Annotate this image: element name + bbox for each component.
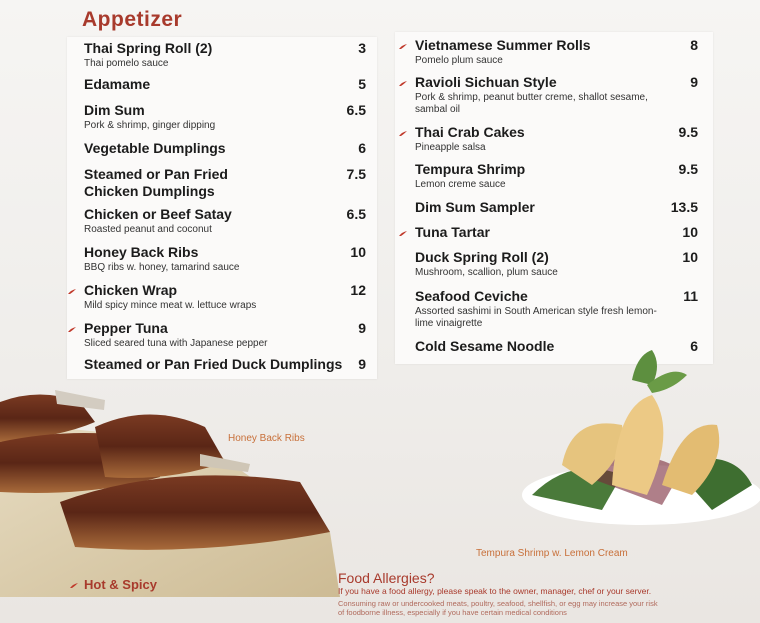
menu-item-name: Chicken Wrap bbox=[84, 282, 178, 298]
menu-item-price: 9 bbox=[358, 320, 366, 336]
allergy-notice: If you have a food allergy, please speak to the owner, manager, chef or your server. bbox=[338, 586, 652, 596]
left-menu-item bbox=[84, 40, 212, 70]
allergy-title: Food Allergies? bbox=[338, 570, 435, 586]
menu-item-description: Assorted sashimi in South American style fresh lemon- lime vinaigrette bbox=[415, 306, 657, 329]
menu-item-price: 6 bbox=[358, 140, 366, 156]
menu-item-price: 8 bbox=[690, 37, 698, 53]
menu-item-name: Duck Spring Roll (2) bbox=[415, 249, 549, 265]
menu-item-description: Pork & shrimp, ginger dipping bbox=[84, 120, 216, 131]
left-menu-item bbox=[84, 282, 256, 312]
menu-item-price: 10 bbox=[682, 249, 698, 265]
right-menu-item bbox=[415, 288, 657, 330]
menu-item-name: Thai Crab Cakes bbox=[415, 124, 525, 140]
tempura-shrimp-photo bbox=[512, 345, 760, 535]
menu-item-price: 6.5 bbox=[346, 102, 366, 118]
menu-item-price: 9 bbox=[358, 356, 366, 372]
left-menu-item bbox=[84, 102, 215, 132]
menu-item-name: Pepper Tuna bbox=[84, 320, 168, 336]
left-menu-item bbox=[84, 356, 342, 373]
menu-item-name: Ravioli Sichuan Style bbox=[415, 74, 557, 90]
section-title: Appetizer bbox=[82, 8, 183, 31]
left-menu-item bbox=[84, 166, 228, 200]
menu-item-name: Vegetable Dumplings bbox=[84, 140, 226, 156]
left-menu-item bbox=[84, 140, 226, 157]
right-menu-item bbox=[415, 161, 525, 191]
menu-item-name: Steamed or Pan Fried Chicken Dumplings bbox=[84, 166, 228, 199]
menu-item-price: 3 bbox=[358, 40, 366, 56]
menu-item-name: Chicken or Beef Satay bbox=[84, 206, 232, 222]
left-menu-item bbox=[84, 320, 267, 350]
menu-item-name: Dim Sum bbox=[84, 102, 145, 118]
menu-item-name: Edamame bbox=[84, 76, 151, 92]
honey-back-ribs-photo bbox=[0, 382, 340, 597]
menu-item-name: Steamed or Pan Fried Duck Dumplings bbox=[84, 356, 343, 372]
right-menu-item bbox=[415, 37, 591, 67]
menu-item-price: 6.5 bbox=[346, 206, 366, 222]
menu-item-price: 9 bbox=[690, 74, 698, 90]
menu-item-price: 12 bbox=[350, 282, 366, 298]
left-menu-item bbox=[84, 206, 232, 236]
menu-item-price: 9.5 bbox=[678, 161, 698, 177]
menu-item-description: BBQ ribs w. honey, tamarind sauce bbox=[84, 262, 240, 273]
menu-item-description: Mushroom, scallion, plum sauce bbox=[415, 267, 558, 278]
menu-item-description: Mild spicy mince meat w. lettuce wraps bbox=[84, 300, 257, 311]
menu-item-name: Vietnamese Summer Rolls bbox=[415, 37, 591, 53]
chili-pepper-icon bbox=[399, 131, 407, 136]
menu-item-name: Seafood Ceviche bbox=[415, 288, 528, 304]
menu-item-price: 10 bbox=[350, 244, 366, 260]
menu-item-price: 11 bbox=[683, 288, 698, 304]
raw-food-warning: Consuming raw or undercooked meats, poultry, seafood, shellfish, or egg may increase your risk of foodborne illness, especially if you have certain medical conditions bbox=[338, 599, 658, 617]
menu-item-description: Thai pomelo sauce bbox=[84, 58, 169, 69]
menu-item-price: 6 bbox=[690, 338, 698, 354]
spicy-legend-label: Hot & Spicy bbox=[84, 577, 157, 592]
menu-item-name: Cold Sesame Noodle bbox=[415, 338, 555, 354]
shrimp-caption: Tempura Shrimp w. Lemon Cream bbox=[476, 548, 628, 559]
left-menu-item bbox=[84, 244, 239, 274]
right-menu-item bbox=[415, 124, 525, 154]
menu-item-name: Thai Spring Roll (2) bbox=[84, 40, 213, 56]
chili-pepper-icon bbox=[399, 81, 407, 86]
right-menu-item bbox=[415, 74, 648, 116]
chili-pepper-icon bbox=[399, 44, 407, 49]
menu-item-description: Sliced seared tuna with Japanese pepper bbox=[84, 338, 268, 349]
menu-item-price: 13.5 bbox=[670, 199, 698, 215]
right-menu-item bbox=[415, 249, 558, 279]
chili-pepper-icon bbox=[68, 289, 76, 294]
left-menu-item bbox=[84, 76, 150, 93]
menu-item-price: 7.5 bbox=[346, 166, 366, 182]
right-menu-item bbox=[415, 199, 535, 216]
menu-item-description: Lemon creme sauce bbox=[415, 179, 506, 190]
menu-item-description: Pomelo plum sauce bbox=[415, 55, 503, 66]
menu-item-price: 9.5 bbox=[678, 124, 698, 140]
chili-pepper-icon bbox=[68, 327, 76, 332]
menu-item-price: 5 bbox=[358, 76, 366, 92]
menu-item-description: Pork & shrimp, peanut butter creme, shallot sesame, sambal oil bbox=[415, 92, 648, 115]
ribs-caption: Honey Back Ribs bbox=[228, 433, 305, 444]
menu-item-description: Roasted peanut and coconut bbox=[84, 224, 212, 235]
menu-item-name: Tempura Shrimp bbox=[415, 161, 526, 177]
menu-item-name: Tuna Tartar bbox=[415, 224, 490, 240]
chili-pepper-icon bbox=[70, 583, 78, 588]
menu-item-name: Dim Sum Sampler bbox=[415, 199, 535, 215]
menu-item-price: 10 bbox=[682, 224, 698, 240]
right-menu-item bbox=[415, 224, 490, 241]
chili-pepper-icon bbox=[399, 231, 407, 236]
menu-item-description: Pineapple salsa bbox=[415, 142, 486, 153]
menu-item-name: Honey Back Ribs bbox=[84, 244, 199, 260]
